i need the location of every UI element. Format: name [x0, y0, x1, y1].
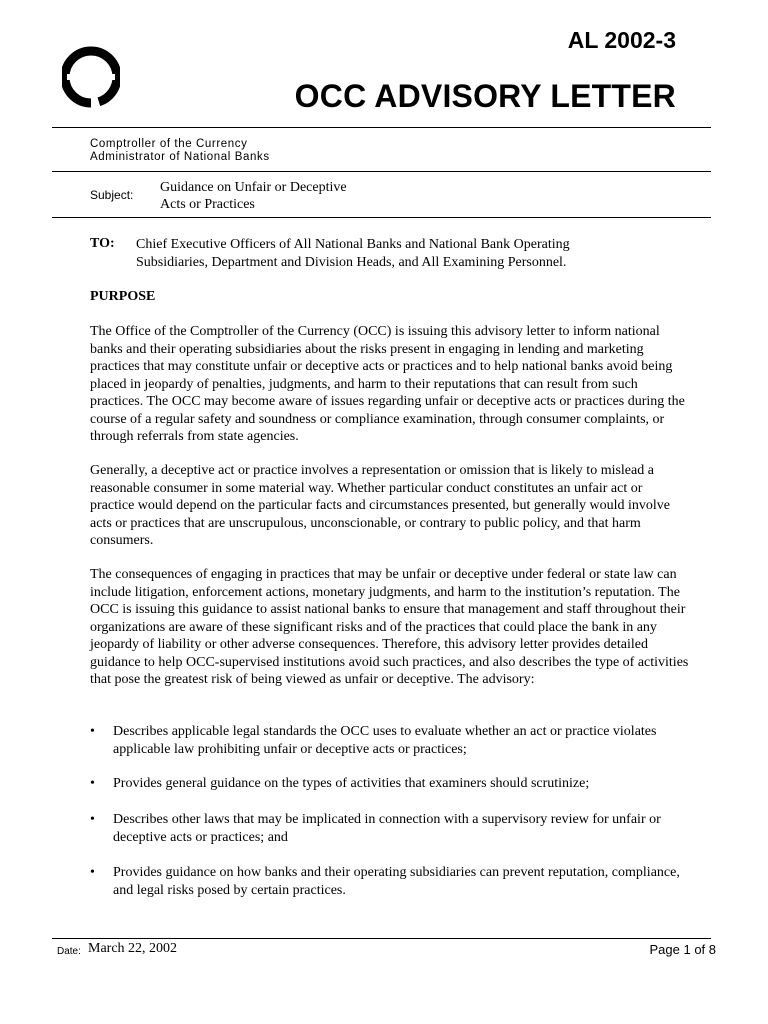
list-item: [90, 723, 690, 758]
subject-label: Subject:: [90, 188, 134, 202]
subject-line: Guidance on Unfair or Deceptive: [160, 180, 347, 195]
date-label: Date:: [57, 946, 81, 957]
bullet-icon: •: [90, 724, 95, 739]
header-divider: [52, 127, 711, 128]
recipients-line: Chief Executive Officers of All National Banks and National Bank Operating: [136, 237, 570, 252]
issue-date: March 22, 2002: [88, 941, 178, 956]
bullet-text: Describes other laws that may be implicated in connection with a supervisory review for unfair or deceptive acts or practices; and: [113, 812, 661, 845]
purpose-heading: PURPOSE: [90, 289, 156, 304]
to-recipients: [136, 236, 570, 271]
list-item: [90, 775, 690, 793]
bullet-icon: •: [90, 776, 95, 791]
agency-role: Administrator of National Banks: [90, 151, 270, 163]
purpose-paragraph: The Office of the Comptroller of the Currency (OCC) is issuing this advisory letter to inform national banks and their operating subsidiaries about the risks present in engaging in lending and marketing practices that may constitute unfair or deceptive acts or practices and to help national banks avoid being placed in jeopardy of penalties, judgments, and harm to their reputations that can result from such practices. The OCC may become aware of issues regarding unfair or deceptive acts or practices during the course of a regular safety and soundness or compliance examination, through consumer complaints, or through referrals from state agencies.: [90, 324, 685, 444]
occ-logo-icon: [62, 44, 120, 110]
bullet-icon: •: [90, 865, 95, 880]
list-item: [90, 864, 690, 899]
subject-text: [160, 179, 347, 213]
bullet-text: Provides general guidance on the types of activities that examiners should scrutinize;: [113, 776, 590, 791]
bullet-text: Describes applicable legal standards the OCC uses to evaluate whether an act or practice violates applicable law prohibiting unfair or deceptive acts or practices;: [113, 724, 657, 757]
footer-divider: [52, 938, 711, 939]
subject-divider: [52, 217, 711, 218]
document-title: OCC ADVISORY LETTER: [294, 78, 676, 114]
agency-name: Comptroller of the Currency: [90, 138, 248, 150]
purpose-paragraph: The consequences of engaging in practices that may be unfair or deceptive under federal or state law can include litigation, enforcement actions, monetary judgments, and harm to the institution’s reputation. The OCC is issuing this guidance to assist national banks to ensure that management and staff throughout their organizations are aware of these significant risks and of the practices that could place the bank in any jeopardy of liability or other adverse consequences. Therefore, this advisory letter provides detailed guidance to help OCC-supervised institutions avoid such practices, and also describes the type of activities that pose the greatest risk of being viewed as unfair or deceptive. The advisory:: [90, 567, 689, 687]
agency-block: [90, 138, 270, 164]
purpose-paragraph: Generally, a deceptive act or practice involves a representation or omission that is likely to mislead a reasonable consumer in some material way. Whether particular conduct constitutes an unfair act or practice would depend on the particular facts and circumstances presented, but generally would involve acts or practices that are unscrupulous, unconscionable, or contrary to public policy, and that harm consumers.: [90, 463, 671, 548]
subject-line: Acts or Practices: [160, 197, 255, 212]
advisory-letter-number: AL 2002-3: [567, 27, 676, 53]
list-item: [90, 811, 690, 846]
agency-divider: [52, 171, 711, 172]
to-label: TO:: [90, 236, 115, 251]
bullet-text: Provides guidance on how banks and their operating subsidiaries can prevent reputation, compliance, and legal risks posed by certain practices.: [113, 865, 680, 898]
bullet-icon: •: [90, 812, 95, 827]
page-number: Page 1 of 8: [649, 942, 716, 957]
recipients-line: Subsidiaries, Department and Division Heads, and All Examining Personnel.: [136, 254, 567, 270]
